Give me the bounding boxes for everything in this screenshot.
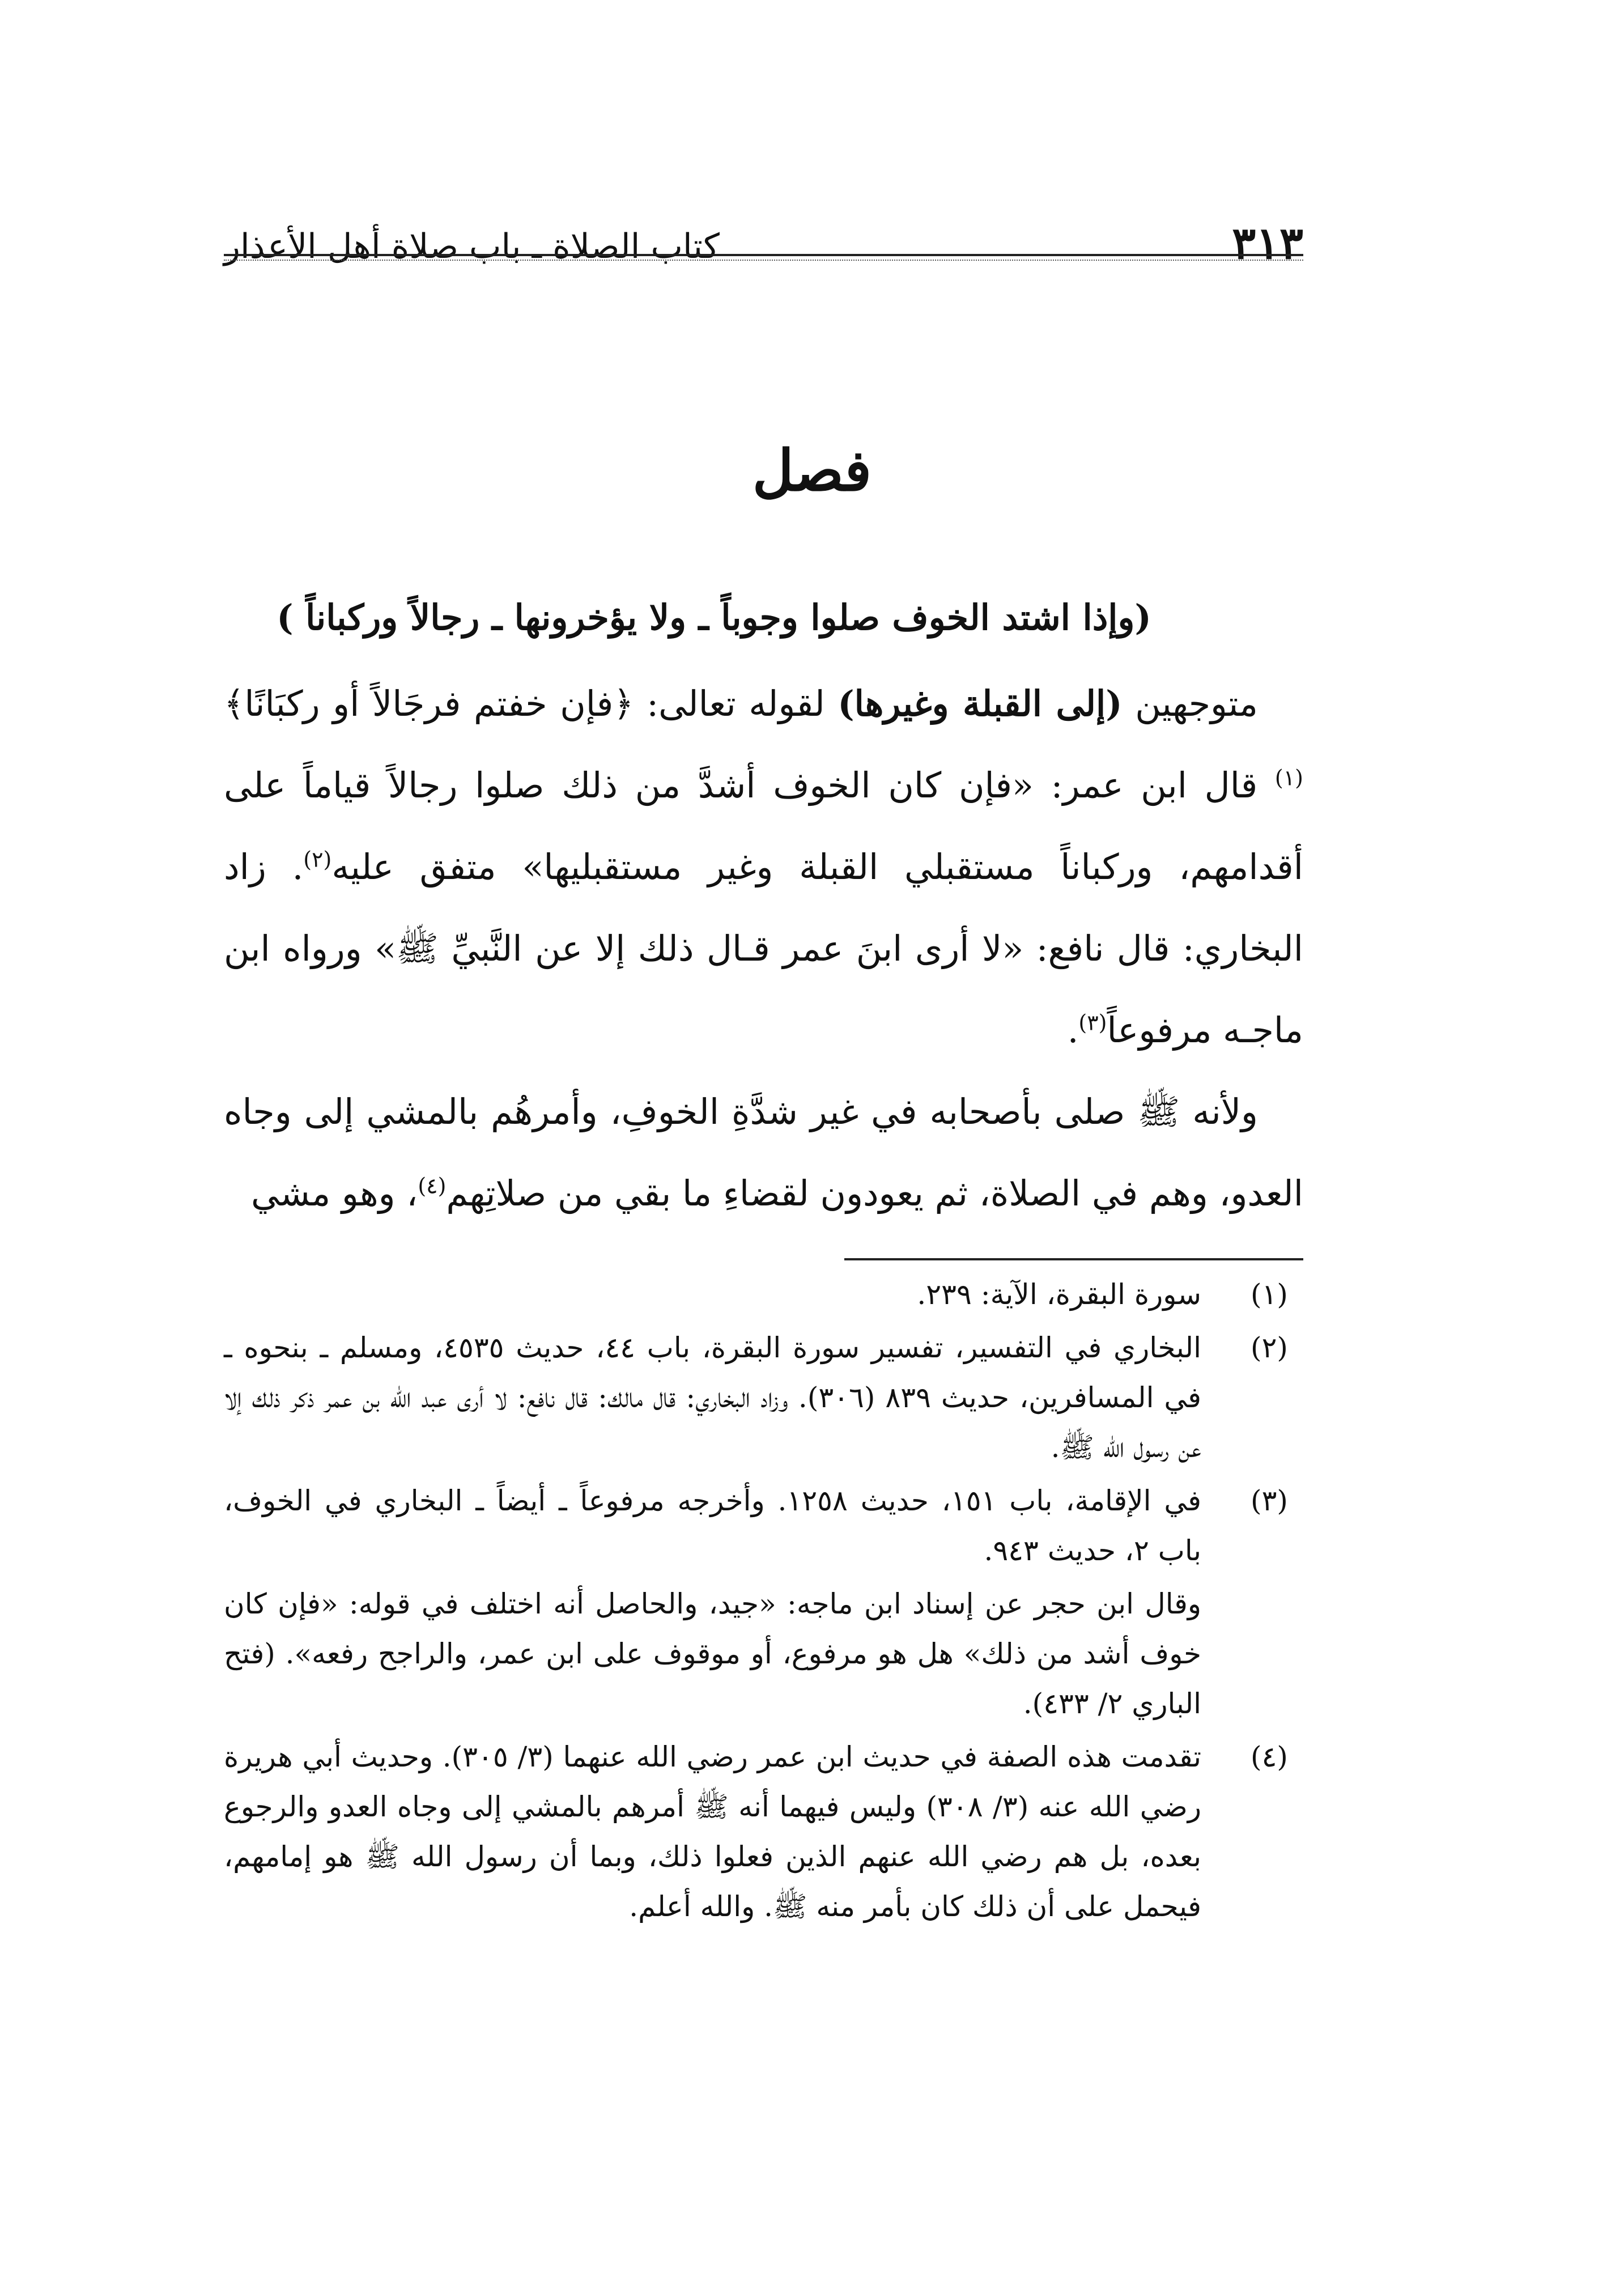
p1-pre: متوجهين — [1135, 683, 1258, 724]
footnote-text: سورة البقرة، الآية: ٢٣٩. — [917, 1278, 1201, 1311]
footnote-4 — [224, 1732, 1303, 1931]
running-header — [224, 215, 1303, 278]
footnote-text: تقدمت هذه الصفة في حديث ابن عمر رضي الله عنهما (٣/ ٣٠٥). وحديث أبي هريرة رضي الله عنه (٣/ ٣٠٨) وليس فيهما أنه ﷺ أمرهم بالمشي إلى وجاه العدو والرجوع بعده، بل هم رضي الله عنهم الذين فعلوا ذلك، وبما أن رسول الله ﷺ هو إمامهم، فيحمل على أن ذلك كان بأمر منه ﷺ. والله أعلم. — [224, 1740, 1201, 1923]
footnote-text: البخاري في التفسير، تفسير سورة البقرة، باب ٤٤، حديث ٤٥٣٥، ومسلم ـ بنحوه ـ في المسافرين، حديث ٨٣٩ (٣٠٦). وزاد البخاري: قال مالك: قال نافع: لا أرى عبد الله بن عمر ذكر ذلك إلا عن رسول الله ﷺ. — [224, 1331, 1202, 1464]
footnote-number: (٤) — [1251, 1740, 1288, 1773]
matn-text: (وإذا اشتد الخوف صلوا وجوباً ـ ولا يؤخرونها ـ رجالاً وركباناً ) — [277, 597, 1151, 638]
footnote-rule — [844, 1258, 1303, 1260]
footnote-3 — [224, 1476, 1303, 1576]
p2-text: ولأنه ﷺ صلى بأصحابه في غير شدَّةِ الخوفِ، وأمرهُم بالمشي إلى وجاه العدو، وهم في الصلاة، ثم يعودون لقضاءِ ما بقي من صلاتِهم — [224, 1091, 1303, 1214]
p1-text2: قال ابن عمر: «فإن كان الخوف أشدَّ من ذلك صلوا رجالاً قياماً على أقدامهم، وركباناً مستقبلي القبلة وغير مستقبليها» متفق عليه — [224, 765, 1303, 888]
note-ref-4: (٤) — [418, 1173, 447, 1199]
note-ref-1: (١) — [1274, 765, 1303, 791]
footnote-1 — [224, 1269, 1303, 1319]
header-rule — [224, 254, 1303, 256]
p2-end: ، وهو مشي — [251, 1173, 418, 1214]
p1-bold: (إلى القبلة وغيرها) — [837, 683, 1123, 724]
section-title: فصل — [752, 437, 872, 504]
paragraph-1 — [224, 663, 1303, 1071]
page-number: ٣١٣ — [1232, 218, 1303, 269]
p1-text: لقوله تعالى: ﴿فإن خفتم فرجَالاً أو ركبَانًا﴾ — [224, 683, 825, 724]
note-ref-3: (٣) — [1078, 1010, 1107, 1035]
footnote-number: (٢) — [1251, 1331, 1288, 1364]
footnotes — [224, 1269, 1303, 1935]
p1-text3: . زاد البخاري: قال نافع: «لا أرى ابنَ عمر قـال ذلك إلا عن النَّبيِّ ﷺ» ورواه ابن ماجـه مرفوعاً — [224, 846, 1303, 1051]
note-ref-2: (٢) — [303, 847, 332, 872]
p1-end: . — [1067, 1009, 1079, 1051]
footnote-2 — [224, 1323, 1303, 1472]
running-title: كتاب الصلاة ـ باب صلاة أهل الأعذار — [224, 227, 720, 266]
header-rule-dotted — [224, 260, 1303, 261]
footnote-text: في الإقامة، باب ١٥١، حديث ١٢٥٨. وأخرجه مرفوعاً ـ أيضاً ـ البخاري في الخوف، باب ٢، حديث ٩٤٣. — [224, 1484, 1201, 1567]
footnote-number: (٣) — [1251, 1484, 1288, 1517]
footnote-number: (١) — [1251, 1278, 1288, 1311]
body-text — [224, 663, 1303, 1234]
paragraph-2 — [224, 1071, 1303, 1234]
footnote-3-continuation: وقال ابن حجر عن إسناد ابن ماجه: «جيد، والحاصل أنه اختلف في قوله: «فإن كان خوف أشد من ذلك» هل هو مرفوع، أو موقوف على ابن عمر، والراجح رفعه». (فتح الباري ٢/ ٤٣٣). — [224, 1587, 1201, 1720]
